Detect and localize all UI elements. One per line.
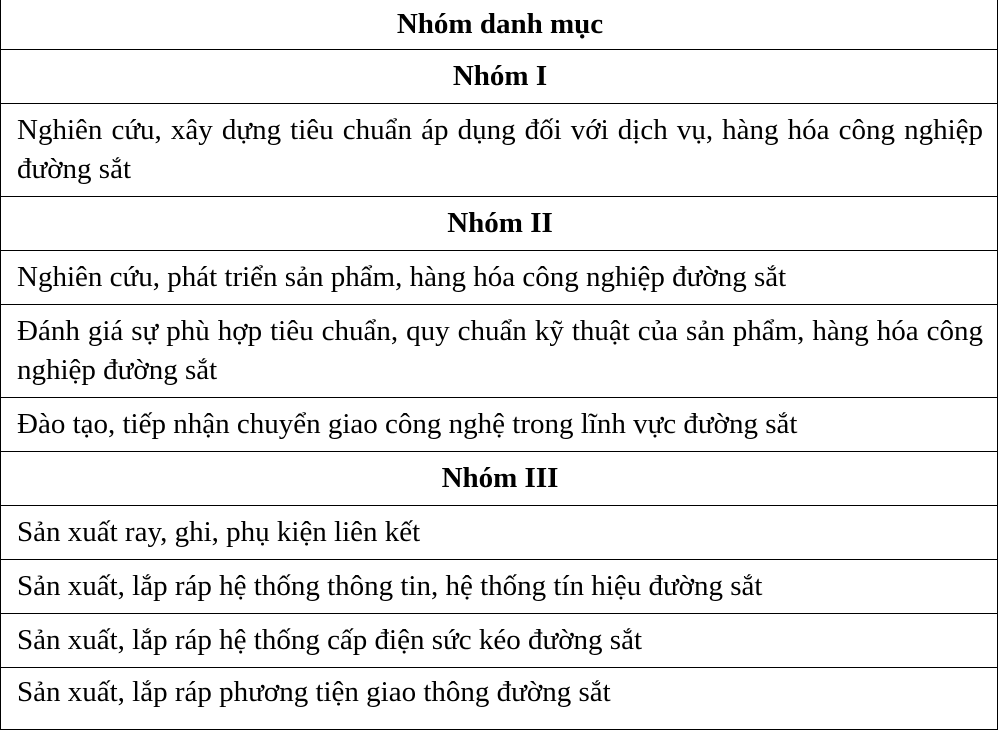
table-row: [1, 614, 998, 668]
group-heading-2: Nhóm II: [1, 197, 998, 251]
category-item: Đánh giá sự phù hợp tiêu chuẩn, quy chuẩn kỹ thuật của sản phẩm, hàng hóa công nghiệp đường sắt: [1, 305, 998, 398]
table-row: [1, 50, 998, 104]
table-row: [1, 251, 998, 305]
table-row: [1, 506, 998, 560]
group-heading-3: Nhóm III: [1, 452, 998, 506]
table-row: [1, 398, 998, 452]
category-item: Nghiên cứu, xây dựng tiêu chuẩn áp dụng đối với dịch vụ, hàng hóa công nghiệp đường sắt: [1, 104, 998, 197]
table-row: [1, 668, 998, 730]
category-item: Sản xuất, lắp ráp hệ thống cấp điện sức kéo đường sắt: [1, 614, 998, 668]
table-row: [1, 197, 998, 251]
category-item: Sản xuất ray, ghi, phụ kiện liên kết: [1, 506, 998, 560]
table-row: [1, 452, 998, 506]
table-row: [1, 560, 998, 614]
table-row: [1, 305, 998, 398]
group-heading-1: Nhóm I: [1, 50, 998, 104]
category-item: Nghiên cứu, phát triển sản phẩm, hàng hóa công nghiệp đường sắt: [1, 251, 998, 305]
category-item: Sản xuất, lắp ráp hệ thống thông tin, hệ thống tín hiệu đường sắt: [1, 560, 998, 614]
table-row: [1, 104, 998, 197]
table-header-row: [1, 0, 998, 50]
category-item: Đào tạo, tiếp nhận chuyển giao công nghệ trong lĩnh vực đường sắt: [1, 398, 998, 452]
table-header: Nhóm danh mục: [1, 0, 998, 50]
category-item: Sản xuất, lắp ráp phương tiện giao thông đường sắt: [1, 668, 998, 730]
